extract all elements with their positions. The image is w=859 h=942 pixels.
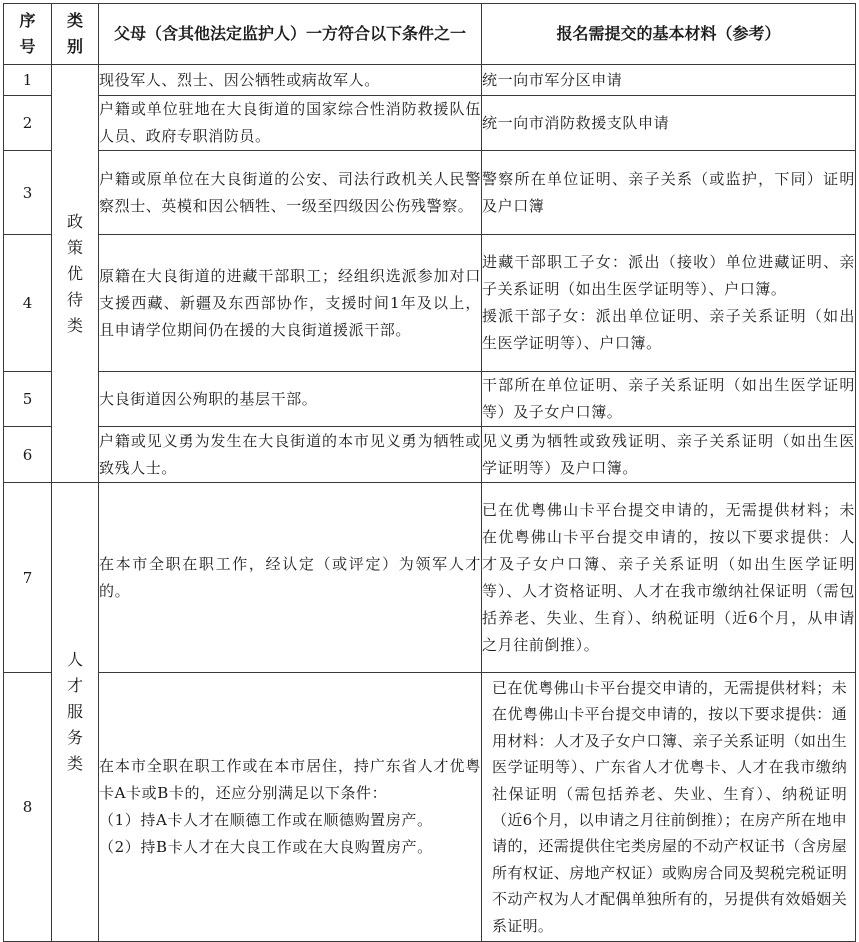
- materials-text: 警察所在单位证明、亲子关系（或监护，下同）证明及户口簿: [482, 151, 856, 235]
- materials-text: 已在优粤佛山卡平台提交申请的，无需提供材料；未在优粤佛山卡平台提交申请的，按以下要求提供：通用材料：人才及子女户口簿、亲子关系证明（如出生医学证明等）、广东省人才优粤卡、人才在我市缴纳社保证明（需包括养老、失业、生育）、纳税证明（近6个月，以申请之月往前倒推）；在房产所在地申请的，还需提供住宅类房屋的不动产权证书（含房屋所有权证、房地产权证）或购房合同及契税完税证明不动产权为人才配偶单独所有的，另提供有效婚姻关系证明。: [482, 673, 856, 942]
- condition-item-b: （2）持B卡人才在大良工作或在大良购置房产。: [99, 838, 433, 857]
- category-talent: [52, 483, 99, 942]
- materials-text: 统一向市消防救援支队申请: [482, 96, 856, 151]
- table-row: [4, 65, 856, 96]
- table-row: [4, 96, 856, 151]
- materials-text: 进藏干部职工子女：派出（接收）单位进藏证明、亲子关系证明（如出生医学证明等）、户口簿。: [482, 253, 855, 298]
- materials-text: 统一向市军分区申请: [482, 65, 856, 96]
- category-label: 人才服务类: [66, 650, 83, 774]
- condition-item-a: （1）持A卡人才在顺德工作或在顺德购置房产。: [99, 811, 433, 830]
- header-seq: 序号: [4, 4, 52, 65]
- condition-cell: [99, 673, 482, 942]
- condition-text: 户籍或单位驻地在大良街道的国家综合性消防救援队伍人员、政府专职消防员。: [99, 96, 482, 151]
- header-row: [4, 4, 856, 65]
- row-number: 1: [4, 65, 52, 96]
- row-number: 5: [4, 372, 52, 427]
- header-category: 类别: [52, 4, 99, 65]
- row-number: 8: [4, 673, 52, 942]
- table-row: [4, 235, 856, 372]
- materials-text-2: 援派干部子女：派出单位证明、亲子关系证明（如出生医学证明等）、户口簿。: [482, 307, 855, 352]
- condition-text: 户籍或原单位在大良街道的公安、司法行政机关人民警察烈士、英模和因公牺牲、一级至四级因公伤残警察。: [99, 151, 482, 235]
- materials-text: 见义勇为牺牲或致残证明、亲子关系证明（如出生医学证明等）及户口簿。: [482, 427, 856, 483]
- admission-table: [3, 3, 856, 942]
- condition-text: 大良街道因公殉职的基层干部。: [99, 372, 482, 427]
- header-conditions: 父母（含其他法定监护人）一方符合以下条件之一: [99, 4, 482, 65]
- materials-text: 已在优粤佛山卡平台提交申请的，无需提供材料；未在优粤佛山卡平台提交申请的，按以下要求提供：人才及子女户口簿、亲子关系证明（如出生医学证明等）、人才资格证明、人才在我市缴纳社保证明（需包括养老、失业、生育）、纳税证明（近6个月，从申请之月往前倒推）。: [482, 483, 856, 673]
- header-materials: 报名需提交的基本材料（参考）: [482, 4, 856, 65]
- materials-text: 干部所在单位证明、亲子关系证明（如出生医学证明等）及子女户口簿。: [482, 372, 856, 427]
- category-policy: [52, 65, 99, 483]
- table-row: [4, 372, 856, 427]
- table-row: [4, 427, 856, 483]
- condition-text: 在本市全职在职工作，经认定（或评定）为领军人才的。: [99, 483, 482, 673]
- row-number: 7: [4, 483, 52, 673]
- table-row: [4, 673, 856, 942]
- row-number: 4: [4, 235, 52, 372]
- condition-text: 户籍或见义勇为发生在大良街道的本市见义勇为牺牲或致残人士。: [99, 427, 482, 483]
- table-row: [4, 483, 856, 673]
- category-label: 政策优待类: [66, 211, 83, 335]
- row-number: 6: [4, 427, 52, 483]
- condition-text: 原籍在大良街道的进藏干部职工；经组织选派参加对口支援西藏、新疆及东西部协作，支援时间1年及以上，且申请学位期间仍在援的大良街道援派干部。: [99, 235, 482, 372]
- materials-cell: [482, 235, 856, 372]
- condition-text: 现役军人、烈士、因公牺牲或病故军人。: [99, 65, 482, 96]
- row-number: 2: [4, 96, 52, 151]
- condition-text: 在本市全职在职工作或在本市居住，持广东省人才优粤卡A卡或B卡的，还应分别满足以下条件：: [99, 757, 481, 803]
- table-row: [4, 151, 856, 235]
- row-number: 3: [4, 151, 52, 235]
